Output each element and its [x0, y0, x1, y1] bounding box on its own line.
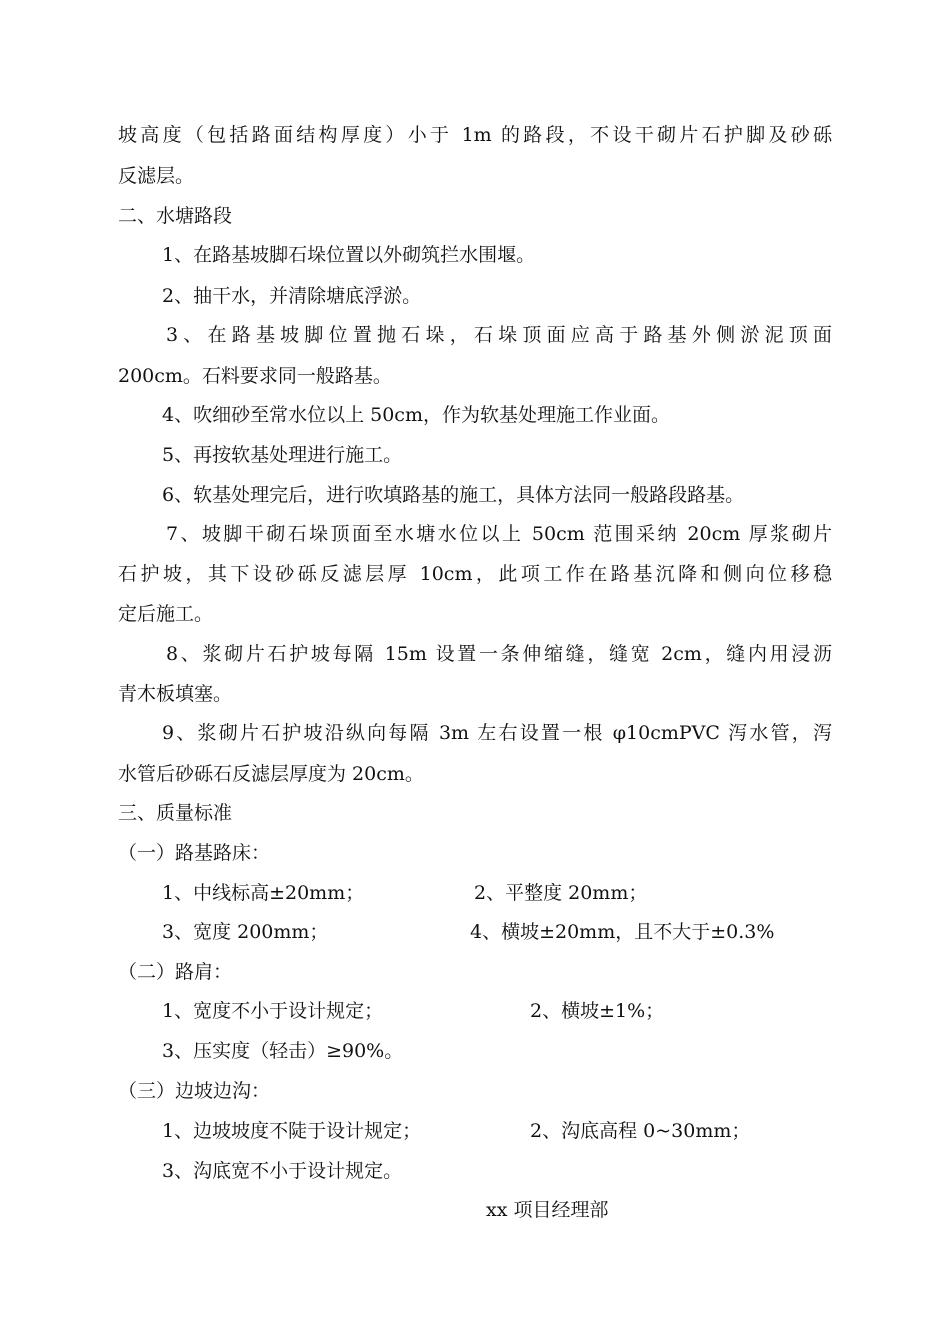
section-2-item-5: 5、再按软基处理进行施工。	[162, 444, 403, 466]
section-2-item-3-line-2: 200cm。石料要求同一般路基。	[118, 365, 392, 387]
subsection-1-row-1-left: 1、中线标高±20mm；	[162, 882, 365, 904]
subsection-2-row-2-left: 3、压实度（轻击）≥90%。	[162, 1040, 404, 1062]
section-2-item-7-line-2: 石护坡，其下设砂砾反滤层厚 10cm，此项工作在路基沉降和侧向位移稳	[118, 563, 832, 585]
subsection-1-row-1-right: 2、平整度 20mm；	[474, 882, 648, 904]
subsection-3-row-2-left: 3、沟底宽不小于设计规定。	[162, 1160, 403, 1182]
section-2-item-9-line-1: 9、浆砌片石护坡沿纵向每隔 3m 左右设置一根 φ10cmPVC 泻水管，泻	[162, 722, 832, 744]
subsection-3-row-1-left: 1、边坡坡度不陡于设计规定；	[162, 1120, 422, 1142]
subsection-2-row-1-left: 1、宽度不小于设计规定；	[162, 1000, 384, 1022]
subsection-2-row-1-right: 2、横坡±1%；	[530, 1000, 665, 1022]
section-2-item-1: 1、在路基坡脚石垛位置以外砌筑拦水围堰。	[162, 244, 536, 266]
section-3-heading: 三、质量标准	[118, 802, 233, 824]
section-2-item-8-line-2: 青木板填塞。	[118, 683, 233, 705]
section-2-item-9-line-2: 水管后砂砾石反滤层厚度为 20cm。	[118, 763, 424, 785]
subsection-3-row-1-right: 2、沟底高程 0~30mm；	[530, 1120, 751, 1142]
subsection-2-heading: （二）路肩：	[118, 961, 233, 983]
section-2-item-8-line-1: 8、浆砌片石护坡每隔 15m 设置一条伸缩缝，缝宽 2cm，缝内用浸沥	[166, 643, 832, 665]
intro-line-1: 坡高度（包括路面结构厚度）小于 1m 的路段，不设干砌片石护脚及砂砾	[118, 124, 832, 146]
subsection-1-heading: （一）路基路床：	[118, 842, 271, 864]
subsection-1-row-2-left: 3、宽度 200mm；	[162, 921, 329, 943]
section-2-item-3-line-1: 3、在路基坡脚位置抛石垛，石垛顶面应高于路基外侧淤泥顶面	[166, 324, 832, 346]
section-2-item-7-line-3: 定后施工。	[118, 603, 214, 625]
section-2-item-7-line-1: 7、坡脚干砌石垛顶面至水塘水位以上 50cm 范围采纳 20cm 厚浆砌片	[166, 523, 832, 545]
section-2-item-2: 2、抽干水，并清除塘底浮淤。	[162, 285, 422, 307]
signature: xx 项目经理部	[486, 1199, 609, 1221]
intro-line-2: 反滤层。	[118, 165, 195, 187]
section-2-item-4: 4、吹细砂至常水位以上 50cm，作为软基处理施工作业面。	[162, 404, 670, 426]
section-2-heading: 二、水塘路段	[118, 205, 233, 227]
section-2-item-6: 6、软基处理完后，进行吹填路基的施工，具体方法同一般路段路基。	[162, 484, 745, 506]
subsection-3-heading: （三）边坡边沟：	[118, 1080, 271, 1102]
subsection-1-row-2-right: 4、横坡±20mm，且不大于±0.3%	[470, 921, 775, 943]
